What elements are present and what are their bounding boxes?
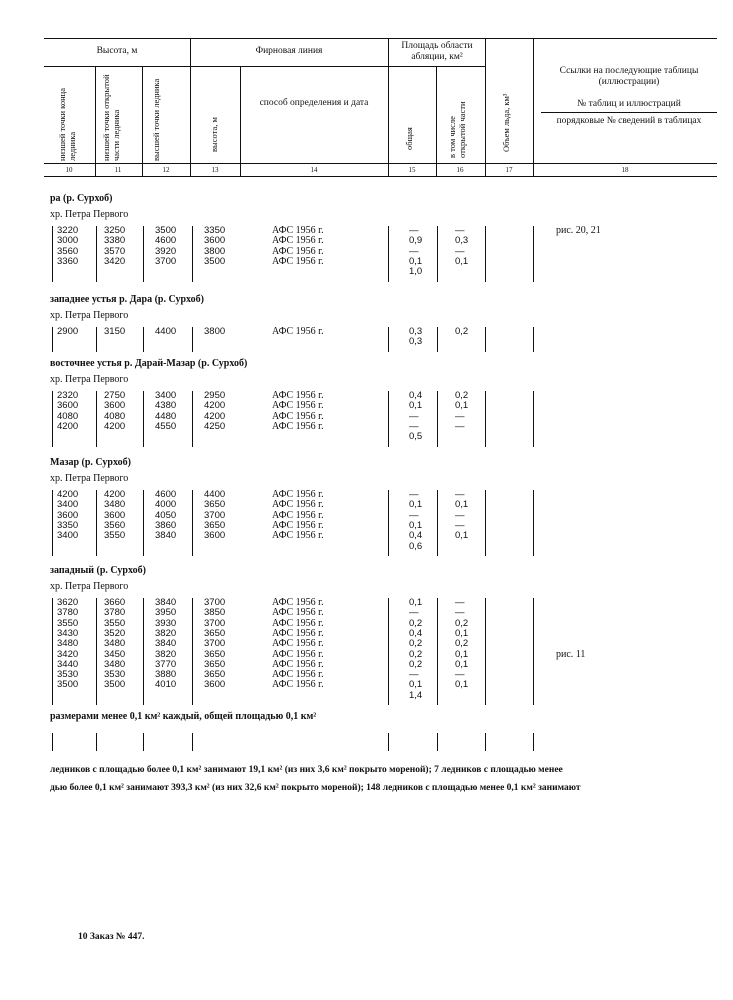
empty-marker — [192, 733, 193, 751]
cell-h3: 4600 — [155, 489, 177, 500]
col-sep — [533, 38, 534, 176]
cell-h2: 2750 — [104, 390, 126, 401]
cell-b: — — [455, 519, 465, 531]
cell-f: 3700 — [204, 638, 226, 650]
method-header: способ определения и дата — [259, 98, 369, 108]
cell-a: 0,4 — [409, 390, 423, 401]
cell-b: 0,2 — [455, 390, 469, 401]
cell-b: 0,1 — [455, 530, 469, 542]
cell-f: 3650 — [204, 519, 226, 531]
cell-h3: 4550 — [155, 420, 177, 432]
cell-h3: 3840 — [155, 638, 177, 650]
cell-h2: 3530 — [104, 669, 126, 681]
section-range: хр. Петра Первого — [50, 374, 129, 385]
refs-group-header: Ссылки на последующие таблицы (иллюстрации) — [559, 66, 699, 87]
cell-h3: 4010 — [155, 679, 177, 691]
cell-m: АФС 1956 г. — [272, 669, 324, 681]
cell-f: 3650 — [204, 499, 226, 511]
cell-h2: 3560 — [104, 519, 126, 531]
cell-m: АФС 1956 г. — [272, 410, 324, 422]
cell-a: 0,1 — [409, 679, 423, 691]
col-number: 15 — [408, 166, 416, 174]
cell-h2: 3600 — [104, 509, 126, 521]
section-title: западный (р. Сурхоб) — [50, 565, 146, 576]
empty-marker — [485, 733, 486, 751]
header-bottom-rule — [44, 176, 717, 177]
cell-f: 3650 — [204, 627, 226, 639]
cell-f: 4200 — [204, 400, 226, 412]
column-marker — [437, 598, 438, 705]
column-marker — [52, 598, 53, 705]
cell-b: 0,1 — [455, 658, 469, 670]
section-total: 0,5 — [409, 431, 423, 443]
column-marker — [192, 391, 193, 447]
col-number: 18 — [621, 166, 629, 174]
cell-b: 0,1 — [455, 679, 469, 691]
cell-h1: 3420 — [57, 648, 79, 660]
cell-h3: 4380 — [155, 400, 177, 412]
cell-m: АФС 1956 г. — [272, 597, 324, 608]
cell-h1: 2320 — [57, 390, 79, 401]
cell-f: 3650 — [204, 658, 226, 670]
cell-ref: рис. 11 — [556, 648, 586, 660]
cell-h2: 3780 — [104, 607, 126, 619]
cell-h1: 3600 — [57, 509, 79, 521]
column-marker — [388, 598, 389, 705]
column-marker — [52, 327, 53, 352]
col-sep — [485, 38, 486, 176]
section-title: западнее устья р. Дара (р. Сурхоб) — [50, 294, 204, 305]
col-low-end-header: низшей точки конца ледника — [57, 88, 77, 161]
cell-h1: 3500 — [57, 679, 79, 691]
cell-b: — — [455, 607, 465, 619]
cell-a: 0,9 — [409, 235, 423, 247]
col-number: 12 — [162, 166, 170, 174]
cell-h1: 4200 — [57, 489, 79, 500]
cell-b: — — [455, 410, 465, 422]
section-total: 0,6 — [409, 540, 423, 552]
header-mid-rule — [44, 163, 717, 164]
column-marker — [96, 327, 97, 352]
cell-m: АФС 1956 г. — [272, 390, 324, 401]
cell-h1: 3400 — [57, 499, 79, 511]
empty-marker — [143, 733, 144, 751]
cell-m: АФС 1956 г. — [272, 679, 324, 691]
cell-f: 3600 — [204, 679, 226, 691]
cell-m: АФС 1956 г. — [272, 617, 324, 629]
cell-h1: 3550 — [57, 617, 79, 629]
cell-h1: 4080 — [57, 410, 79, 422]
cell-h2: 3500 — [104, 679, 126, 691]
cell-h3: 3860 — [155, 519, 177, 531]
cell-a: 0,2 — [409, 617, 423, 629]
cell-m: АФС 1956 г. — [272, 245, 324, 257]
col-number: 11 — [114, 166, 122, 174]
cell-h1: 3480 — [57, 638, 79, 650]
col-open-part-header: в том числе открытой части — [447, 101, 467, 158]
cell-a: — — [409, 509, 419, 521]
column-marker — [388, 327, 389, 352]
empty-marker — [533, 733, 534, 751]
col-firn-height-header: высота, м — [209, 117, 219, 152]
cell-h2: 4200 — [104, 489, 126, 500]
col-sep — [240, 66, 241, 176]
column-marker — [192, 226, 193, 282]
cell-f: 3700 — [204, 597, 226, 608]
cell-h3: 3840 — [155, 530, 177, 542]
cell-b: — — [455, 509, 465, 521]
cell-f: 3650 — [204, 648, 226, 660]
empty-marker — [388, 733, 389, 751]
cell-h1: 3620 — [57, 597, 79, 608]
cell-f: 3700 — [204, 617, 226, 629]
column-marker — [388, 490, 389, 556]
cell-h1: 3560 — [57, 245, 79, 257]
cell-h1: 3360 — [57, 255, 79, 267]
column-marker — [388, 391, 389, 447]
cell-m: АФС 1956 г. — [272, 519, 324, 531]
cell-f: 3700 — [204, 509, 226, 521]
column-marker — [192, 598, 193, 705]
cell-h3: 4400 — [155, 326, 177, 337]
cell-h2: 3480 — [104, 499, 126, 511]
column-marker — [192, 327, 193, 352]
section-total: 0,3 — [409, 336, 423, 348]
column-marker — [485, 391, 486, 447]
cell-h1: 3220 — [57, 225, 79, 236]
column-marker — [533, 490, 534, 556]
cell-h2: 3450 — [104, 648, 126, 660]
cell-h1: 2900 — [57, 326, 79, 337]
cell-h3: 3950 — [155, 607, 177, 619]
cell-f: 4250 — [204, 420, 226, 432]
cell-h2: 3570 — [104, 245, 126, 257]
ice-volume-header: Объем льда, км³ — [501, 93, 511, 152]
cell-h3: 3770 — [155, 658, 177, 670]
cell-f: 3600 — [204, 235, 226, 247]
col-low-open-header: низшей точки открытой части ледника — [101, 74, 121, 161]
cell-h2: 3250 — [104, 225, 126, 236]
section-range: хр. Петра Первого — [50, 310, 129, 321]
cell-h2: 3660 — [104, 597, 126, 608]
cell-a: — — [409, 225, 419, 236]
cell-h1: 3780 — [57, 607, 79, 619]
cell-f: 3650 — [204, 669, 226, 681]
cell-f: 3800 — [204, 245, 226, 257]
column-marker — [52, 226, 53, 282]
col-sep — [388, 38, 389, 176]
cell-a: — — [409, 245, 419, 257]
col-sep — [190, 38, 191, 176]
cell-a: — — [409, 607, 419, 619]
col-sep — [142, 66, 143, 176]
cell-a: 0,4 — [409, 627, 423, 639]
col-number: 16 — [456, 166, 464, 174]
cell-m: АФС 1956 г. — [272, 255, 324, 267]
cell-m: АФС 1956 г. — [272, 607, 324, 619]
summary-line-2: дью более 0,1 км² занимают 393,3 км² (из них 32,6 км² покрыто мореной); 148 ледников с площадью менее 0,1 км² занимают — [50, 783, 581, 793]
cell-m: АФС 1956 г. — [272, 627, 324, 639]
ablation-group-header: Площадь области абляции, км² — [401, 41, 473, 62]
cell-b: 0,1 — [455, 400, 469, 412]
firn-group-header: Фирновая линия — [255, 46, 323, 56]
cell-h2: 3550 — [104, 617, 126, 629]
cell-m: АФС 1956 г. — [272, 658, 324, 670]
height-group-header: Высота, м — [96, 46, 138, 56]
column-marker — [485, 226, 486, 282]
cell-b: 0,1 — [455, 627, 469, 639]
cell-a: 0,1 — [409, 519, 423, 531]
cell-a: 0,3 — [409, 326, 423, 337]
column-marker — [143, 391, 144, 447]
cell-h3: 3840 — [155, 597, 177, 608]
cell-ref: рис. 20, 21 — [556, 225, 601, 236]
refs-sub2-header: порядковые № сведений в таблицах — [556, 116, 702, 126]
column-marker — [143, 226, 144, 282]
col-number: 10 — [65, 166, 73, 174]
cell-m: АФС 1956 г. — [272, 326, 324, 337]
cell-f: 3350 — [204, 225, 226, 236]
cell-f: 4400 — [204, 489, 226, 500]
column-marker — [533, 327, 534, 352]
cell-h1: 3530 — [57, 669, 79, 681]
cell-a: — — [409, 669, 419, 681]
empty-marker — [52, 733, 53, 751]
cell-h2: 3480 — [104, 638, 126, 650]
cell-h3: 3700 — [155, 255, 177, 267]
refs-sub-header: № таблиц и иллюстраций — [577, 99, 681, 109]
section-total: 1,4 — [409, 689, 423, 701]
section-range: хр. Петра Первого — [50, 209, 129, 220]
cell-b: — — [455, 225, 465, 236]
column-marker — [533, 391, 534, 447]
cell-h3: 4600 — [155, 235, 177, 247]
column-marker — [192, 490, 193, 556]
cell-a: 0,2 — [409, 638, 423, 650]
cell-h1: 3400 — [57, 530, 79, 542]
cell-a: 0,2 — [409, 648, 423, 660]
column-marker — [485, 327, 486, 352]
column-marker — [533, 226, 534, 282]
header-top-rule — [44, 38, 717, 39]
cell-b: — — [455, 669, 465, 681]
section-title: ра (р. Сурхоб) — [50, 193, 113, 204]
cell-m: АФС 1956 г. — [272, 235, 324, 247]
col-high-header: высшей точки ледника — [151, 78, 161, 161]
column-marker — [96, 598, 97, 705]
column-marker — [96, 490, 97, 556]
cell-b: 0,3 — [455, 235, 469, 247]
column-marker — [437, 490, 438, 556]
cell-h1: 3600 — [57, 400, 79, 412]
column-marker — [388, 226, 389, 282]
cell-b: — — [455, 489, 465, 500]
small-glaciers-note: размерами менее 0,1 км² каждый, общей площадью 0,1 км² — [50, 711, 317, 722]
column-marker — [52, 490, 53, 556]
cell-m: АФС 1956 г. — [272, 400, 324, 412]
cell-h1: 3430 — [57, 627, 79, 639]
cell-h2: 3150 — [104, 326, 126, 337]
cell-a: 0,1 — [409, 255, 423, 267]
cell-h3: 3500 — [155, 225, 177, 236]
column-marker — [437, 391, 438, 447]
column-marker — [485, 490, 486, 556]
cell-h3: 3930 — [155, 617, 177, 629]
cell-m: АФС 1956 г. — [272, 648, 324, 660]
page-footer: 10 Заказ № 447. — [78, 932, 145, 942]
cell-a: — — [409, 410, 419, 422]
cell-h3: 4050 — [155, 509, 177, 521]
column-marker — [485, 598, 486, 705]
cell-m: АФС 1956 г. — [272, 489, 324, 500]
cell-h1: 4200 — [57, 420, 79, 432]
cell-h2: 3600 — [104, 400, 126, 412]
cell-f: 4200 — [204, 410, 226, 422]
cell-b: 0,1 — [455, 255, 469, 267]
cell-f: 3800 — [204, 326, 226, 337]
cell-b: — — [455, 420, 465, 432]
column-marker — [437, 327, 438, 352]
empty-marker — [96, 733, 97, 751]
cell-b: 0,1 — [455, 648, 469, 660]
column-marker — [143, 490, 144, 556]
cell-a: 0,2 — [409, 658, 423, 670]
cell-h3: 3820 — [155, 648, 177, 660]
cell-h1: 3440 — [57, 658, 79, 670]
cell-m: АФС 1956 г. — [272, 420, 324, 432]
column-marker — [143, 327, 144, 352]
cell-m: АФС 1956 г. — [272, 509, 324, 521]
cell-a: — — [409, 489, 419, 500]
cell-h3: 3880 — [155, 669, 177, 681]
cell-b: — — [455, 597, 465, 608]
cell-h3: 4000 — [155, 499, 177, 511]
cell-h2: 3420 — [104, 255, 126, 267]
cell-h2: 3520 — [104, 627, 126, 639]
cell-m: АФС 1956 г. — [272, 225, 324, 236]
cell-h3: 3400 — [155, 390, 177, 401]
col-total-header: общая — [404, 127, 414, 150]
section-title: восточнее устья р. Дарай-Мазар (р. Сурхоб) — [50, 358, 248, 369]
cell-m: АФС 1956 г. — [272, 530, 324, 542]
col-number: 13 — [211, 166, 219, 174]
cell-a: 0,1 — [409, 499, 423, 511]
cell-h3: 4480 — [155, 410, 177, 422]
cell-h1: 3350 — [57, 519, 79, 531]
cell-a: — — [409, 420, 419, 432]
cell-h3: 3920 — [155, 245, 177, 257]
summary-line-1: ледников с площадью более 0,1 км² занимают 19,1 км² (из них 3,6 км² покрыто мореной); 7 ледников с площадью менее — [50, 765, 563, 775]
header-refs-rule — [541, 112, 717, 113]
col-number: 17 — [505, 166, 513, 174]
cell-f: 3850 — [204, 607, 226, 619]
cell-h2: 3480 — [104, 658, 126, 670]
cell-b: — — [455, 245, 465, 257]
section-range: хр. Петра Первого — [50, 581, 129, 592]
cell-h2: 3380 — [104, 235, 126, 247]
cell-h2: 3550 — [104, 530, 126, 542]
cell-f: 2950 — [204, 390, 226, 401]
cell-h1: 3000 — [57, 235, 79, 247]
cell-m: АФС 1956 г. — [272, 638, 324, 650]
cell-b: 0,2 — [455, 638, 469, 650]
column-marker — [96, 226, 97, 282]
cell-a: 0,4 — [409, 530, 423, 542]
column-marker — [96, 391, 97, 447]
empty-marker — [437, 733, 438, 751]
cell-h3: 3820 — [155, 627, 177, 639]
column-marker — [533, 598, 534, 705]
header-group-rule — [44, 66, 485, 67]
section-title: Мазар (р. Сурхоб) — [50, 457, 131, 468]
cell-a: 0,1 — [409, 597, 423, 608]
cell-b: 0,2 — [455, 617, 469, 629]
column-marker — [52, 391, 53, 447]
cell-f: 3600 — [204, 530, 226, 542]
cell-b: 0,2 — [455, 326, 469, 337]
cell-m: АФС 1956 г. — [272, 499, 324, 511]
cell-h2: 4080 — [104, 410, 126, 422]
col-sep — [436, 66, 437, 176]
column-marker — [143, 598, 144, 705]
section-total: 1,0 — [409, 266, 423, 278]
section-range: хр. Петра Первого — [50, 473, 129, 484]
cell-a: 0,1 — [409, 400, 423, 412]
cell-f: 3500 — [204, 255, 226, 267]
cell-h2: 4200 — [104, 420, 126, 432]
column-marker — [437, 226, 438, 282]
col-number: 14 — [310, 166, 318, 174]
col-sep — [95, 66, 96, 176]
cell-b: 0,1 — [455, 499, 469, 511]
